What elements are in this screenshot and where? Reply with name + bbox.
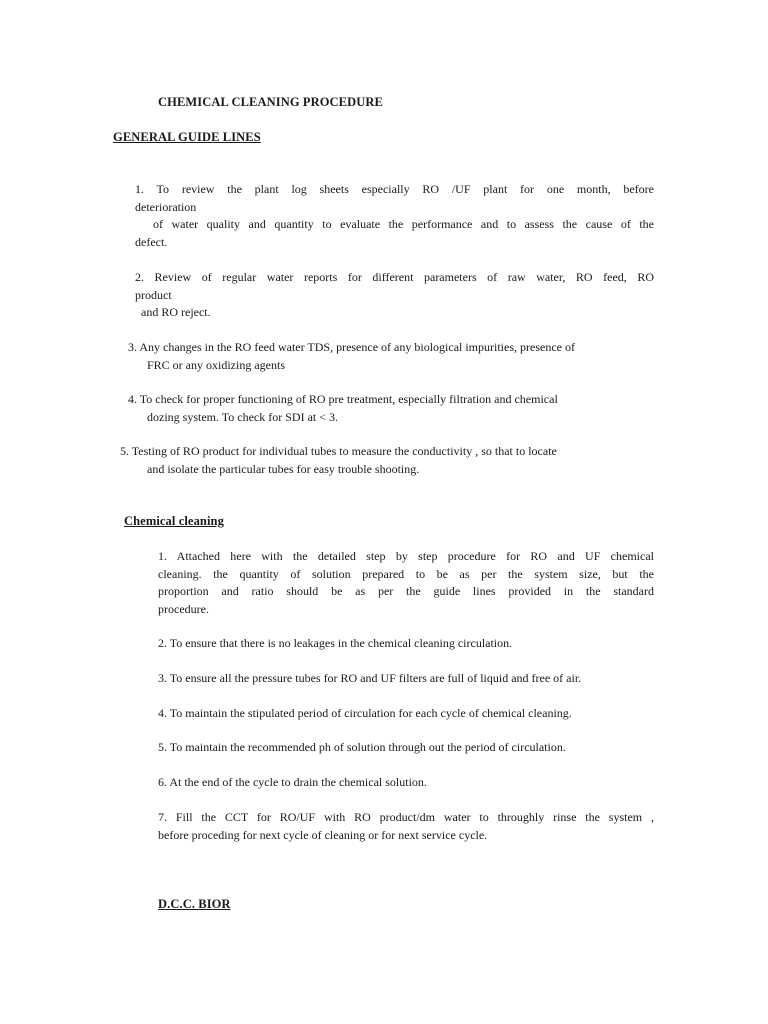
footer-heading: D.C.C. BIOR <box>158 897 231 911</box>
general-item-5 <box>120 443 656 478</box>
chemical-item-1-line1: 1. Attached here with the detailed step by step procedure for RO and UF chemical <box>158 549 654 563</box>
general-item-1-line3: of water quality and quantity to evaluate the performance and to assess the cause of the <box>153 217 654 231</box>
general-item-2 <box>135 269 654 322</box>
general-item-4-line1: 4. To check for proper functioning of RO pre treatment, especially filtration and chemical <box>128 392 558 406</box>
general-item-1-line4: defect. <box>135 234 168 249</box>
chemical-item-1-line4: procedure. <box>158 601 209 616</box>
general-item-1-line2: deterioration <box>135 199 197 214</box>
chemical-item-7-line1: 7. Fill the CCT for RO/UF with RO product/dm water to throughly rinse the system , <box>158 810 654 824</box>
general-item-3-line2: FRC or any oxidizing agents <box>147 357 285 372</box>
chemical-item-1-line3: proportion and ratio should be as per the guide lines provided in the standard <box>158 584 654 598</box>
chemical-item-3: 3. To ensure all the pressure tubes for RO and UF filters are full of liquid and free of air. <box>158 671 582 685</box>
general-item-4 <box>128 391 656 426</box>
general-item-1 <box>135 181 654 251</box>
chemical-item-7 <box>158 809 654 844</box>
general-item-3 <box>128 339 656 374</box>
document-title: CHEMICAL CLEANING PROCEDURE <box>158 95 383 109</box>
general-item-3-line1: 3. Any changes in the RO feed water TDS, presence of any biological impurities, presence of <box>128 340 575 354</box>
chemical-item-4: 4. To maintain the stipulated period of circulation for each cycle of chemical cleaning. <box>158 706 572 720</box>
chemical-item-2: 2. To ensure that there is no leakages in the chemical cleaning circulation. <box>158 636 513 650</box>
general-item-2-line1: 2. Review of regular water reports for different parameters of raw water, RO feed, RO <box>135 270 654 284</box>
chemical-cleaning-heading: Chemical cleaning <box>124 514 224 528</box>
general-item-4-line2: dozing system. To check for SDI at < 3. <box>147 409 339 424</box>
chemical-item-5: 5. To maintain the recommended ph of solution through out the period of circulation. <box>158 740 566 754</box>
general-guidelines-heading: GENERAL GUIDE LINES <box>113 130 261 144</box>
chemical-item-7-line2: before proceding for next cycle of cleaning or for next service cycle. <box>158 827 488 842</box>
chemical-item-1-line2: cleaning. the quantity of solution prepared to be as per the system size, but the <box>158 566 654 581</box>
general-item-2-line2: product <box>135 287 172 302</box>
chemical-item-6: 6. At the end of the cycle to drain the chemical solution. <box>158 775 427 789</box>
general-item-5-line1: 5. Testing of RO product for individual tubes to measure the conductivity , so that to locate <box>120 444 557 458</box>
general-item-2-line3: and RO reject. <box>141 305 211 319</box>
general-item-5-line2: and isolate the particular tubes for easy trouble shooting. <box>147 461 420 476</box>
chemical-item-1 <box>158 548 654 618</box>
general-item-1-line1: 1. To review the plant log sheets especially RO /UF plant for one month, before <box>135 182 654 196</box>
